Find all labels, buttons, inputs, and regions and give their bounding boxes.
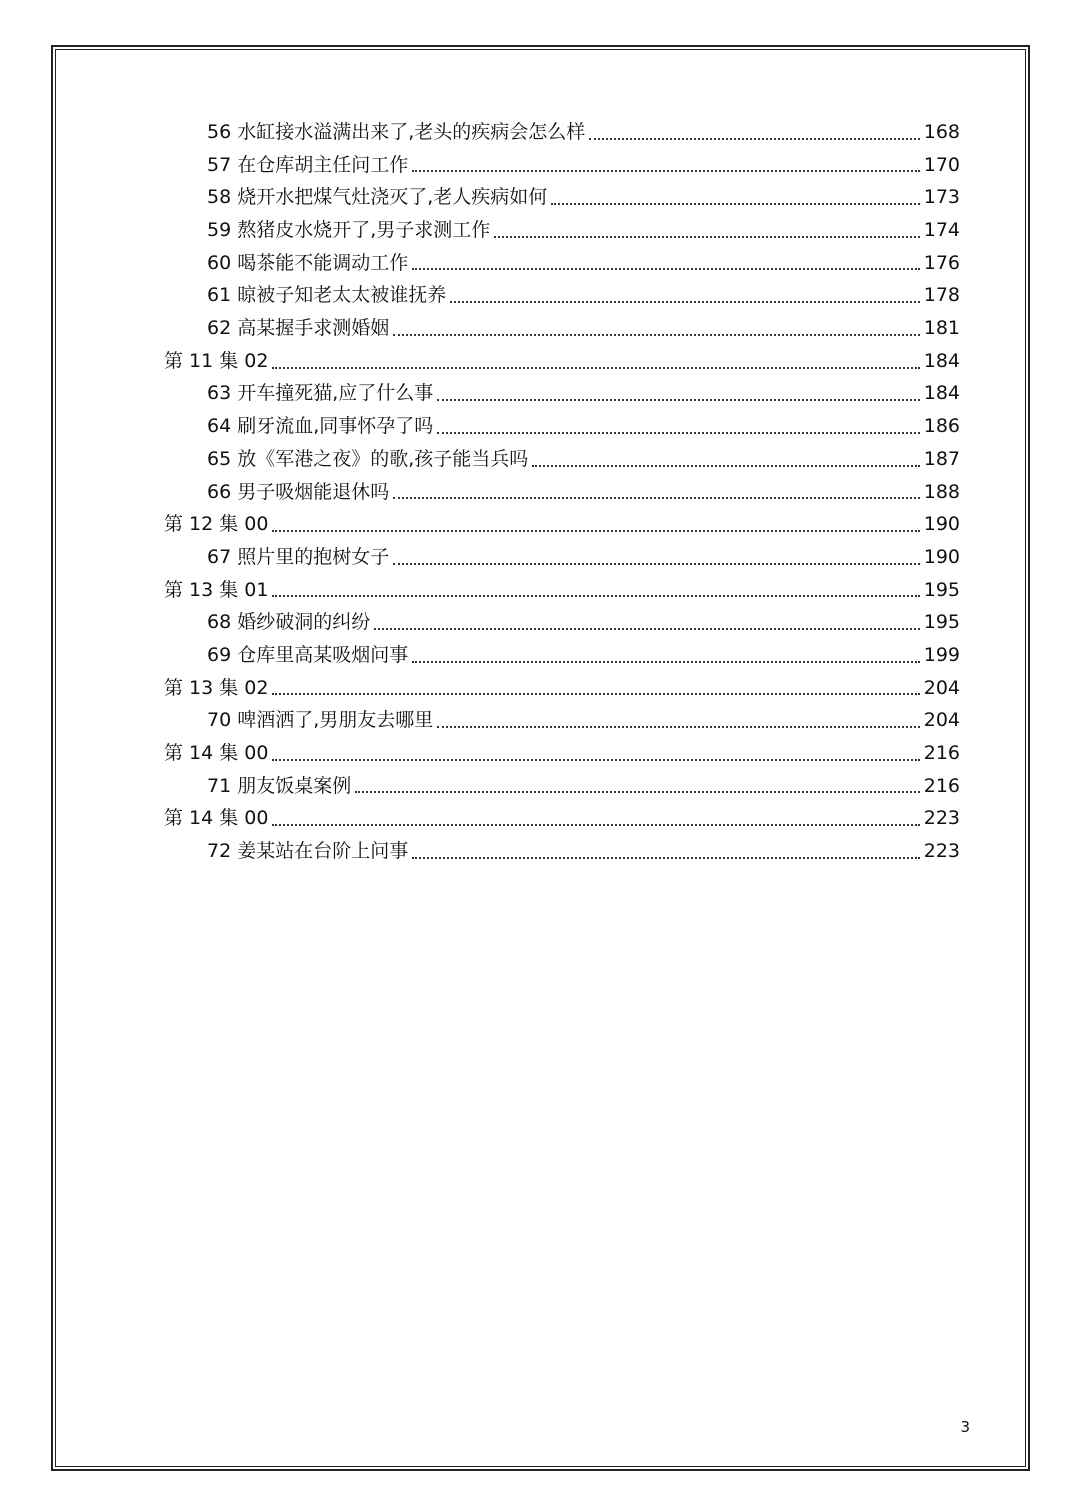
toc-entry-page: 176 [923, 251, 960, 274]
toc-entry-title: 63 开车撞死猫,应了什么事 [207, 382, 434, 405]
toc-dot-leader [374, 628, 920, 630]
toc-entry-page: 195 [923, 578, 960, 601]
toc-chapter-entry[interactable] [164, 508, 960, 541]
toc-entry-title: 67 照片里的抱树女子 [207, 545, 390, 568]
toc-section-entry[interactable] [164, 410, 960, 443]
toc-entry-page: 188 [923, 480, 960, 503]
toc-dot-leader [437, 432, 919, 434]
toc-dot-leader [393, 497, 920, 499]
toc-dot-leader [272, 759, 919, 761]
toc-entry-title: 68 婚纱破洞的纠纷 [207, 611, 371, 634]
toc-section-entry[interactable] [164, 181, 960, 214]
toc-section-entry[interactable] [164, 541, 960, 574]
toc-entry-title: 第 12 集 00 [164, 513, 269, 536]
toc-section-entry[interactable] [164, 378, 960, 411]
toc-entry-title: 64 刷牙流血,同事怀孕了吗 [207, 415, 434, 438]
toc-chapter-entry[interactable] [164, 737, 960, 770]
toc-section-entry[interactable] [164, 835, 960, 868]
toc-dot-leader [437, 726, 919, 728]
toc-entry-page: 216 [923, 774, 960, 797]
toc-entry-title: 第 13 集 01 [164, 578, 269, 601]
toc-dot-leader [412, 661, 920, 663]
toc-section-entry[interactable] [164, 476, 960, 509]
toc-entry-page: 178 [923, 284, 960, 307]
toc-entry-page: 170 [923, 153, 960, 176]
toc-dot-leader [450, 301, 920, 303]
toc-section-entry[interactable] [164, 116, 960, 149]
toc-entry-title: 58 烧开水把煤气灶浇灭了,老人疾病如何 [207, 186, 548, 209]
toc-dot-leader [412, 268, 920, 270]
toc-entry-title: 71 朋友饭桌案例 [207, 774, 352, 797]
toc-entry-page: 223 [923, 807, 960, 830]
toc-dot-leader [494, 236, 919, 238]
toc-entry-page: 184 [923, 349, 960, 372]
toc-entry-title: 70 啤酒洒了,男朋友去哪里 [207, 709, 434, 732]
toc-section-entry[interactable] [164, 149, 960, 182]
toc-entry-page: 204 [923, 709, 960, 732]
toc-section-entry[interactable] [164, 639, 960, 672]
toc-section-entry[interactable] [164, 312, 960, 345]
toc-dot-leader [551, 203, 919, 205]
toc-dot-leader [393, 334, 920, 336]
toc-entry-title: 62 高某握手求测婚姻 [207, 317, 390, 340]
toc-entry-title: 60 喝茶能不能调动工作 [207, 251, 409, 274]
toc-entry-title: 65 放《军港之夜》的歌,孩子能当兵吗 [207, 447, 529, 470]
toc-entry-page: 184 [923, 382, 960, 405]
toc-entry-page: 216 [923, 742, 960, 765]
toc-dot-leader [393, 563, 920, 565]
toc-entry-page: 195 [923, 611, 960, 634]
toc-entry-title: 第 14 集 00 [164, 742, 269, 765]
toc-dot-leader [355, 791, 920, 793]
toc-section-entry[interactable] [164, 443, 960, 476]
toc-entry-page: 204 [923, 676, 960, 699]
toc-entry-page: 190 [923, 513, 960, 536]
toc-entry-page: 173 [923, 186, 960, 209]
toc-entry-page: 174 [923, 219, 960, 242]
toc-entry-title: 第 11 集 02 [164, 349, 269, 372]
toc-entry-page: 199 [923, 643, 960, 666]
toc-entry-page: 168 [923, 120, 960, 143]
toc-entry-title: 61 晾被子知老太太被谁抚养 [207, 284, 447, 307]
toc-entry-page: 190 [923, 545, 960, 568]
toc-entry-page: 187 [923, 447, 960, 470]
toc-section-entry[interactable] [164, 247, 960, 280]
toc-entry-title: 59 熬猪皮水烧开了,男子求测工作 [207, 219, 491, 242]
toc-entry-title: 69 仓库里高某吸烟问事 [207, 643, 409, 666]
toc-dot-leader [272, 367, 919, 369]
toc-dot-leader [412, 170, 920, 172]
page-number: 3 [960, 1418, 970, 1436]
toc-chapter-entry[interactable] [164, 802, 960, 835]
toc-dot-leader [272, 693, 919, 695]
toc-entry-title: 57 在仓库胡主任问工作 [207, 153, 409, 176]
toc-chapter-entry[interactable] [164, 672, 960, 705]
toc-dot-leader [272, 824, 919, 826]
toc-entry-title: 第 13 集 02 [164, 676, 269, 699]
toc-entry-page: 223 [923, 840, 960, 863]
toc-entry-title: 72 姜某站在台阶上问事 [207, 840, 409, 863]
table-of-contents [164, 116, 960, 868]
toc-section-entry[interactable] [164, 606, 960, 639]
toc-dot-leader [412, 857, 920, 859]
toc-section-entry[interactable] [164, 279, 960, 312]
toc-entry-page: 186 [923, 415, 960, 438]
toc-dot-leader [589, 138, 919, 140]
toc-chapter-entry[interactable] [164, 345, 960, 378]
toc-entry-title: 66 男子吸烟能退休吗 [207, 480, 390, 503]
toc-section-entry[interactable] [164, 770, 960, 803]
toc-dot-leader [272, 530, 919, 532]
toc-dot-leader [437, 399, 919, 401]
toc-entry-title: 第 14 集 00 [164, 807, 269, 830]
toc-entry-title: 56 水缸接水溢满出来了,老头的疾病会怎么样 [207, 120, 586, 143]
toc-section-entry[interactable] [164, 214, 960, 247]
toc-section-entry[interactable] [164, 704, 960, 737]
toc-dot-leader [532, 465, 919, 467]
toc-chapter-entry[interactable] [164, 574, 960, 607]
toc-entry-page: 181 [923, 317, 960, 340]
toc-dot-leader [272, 595, 919, 597]
